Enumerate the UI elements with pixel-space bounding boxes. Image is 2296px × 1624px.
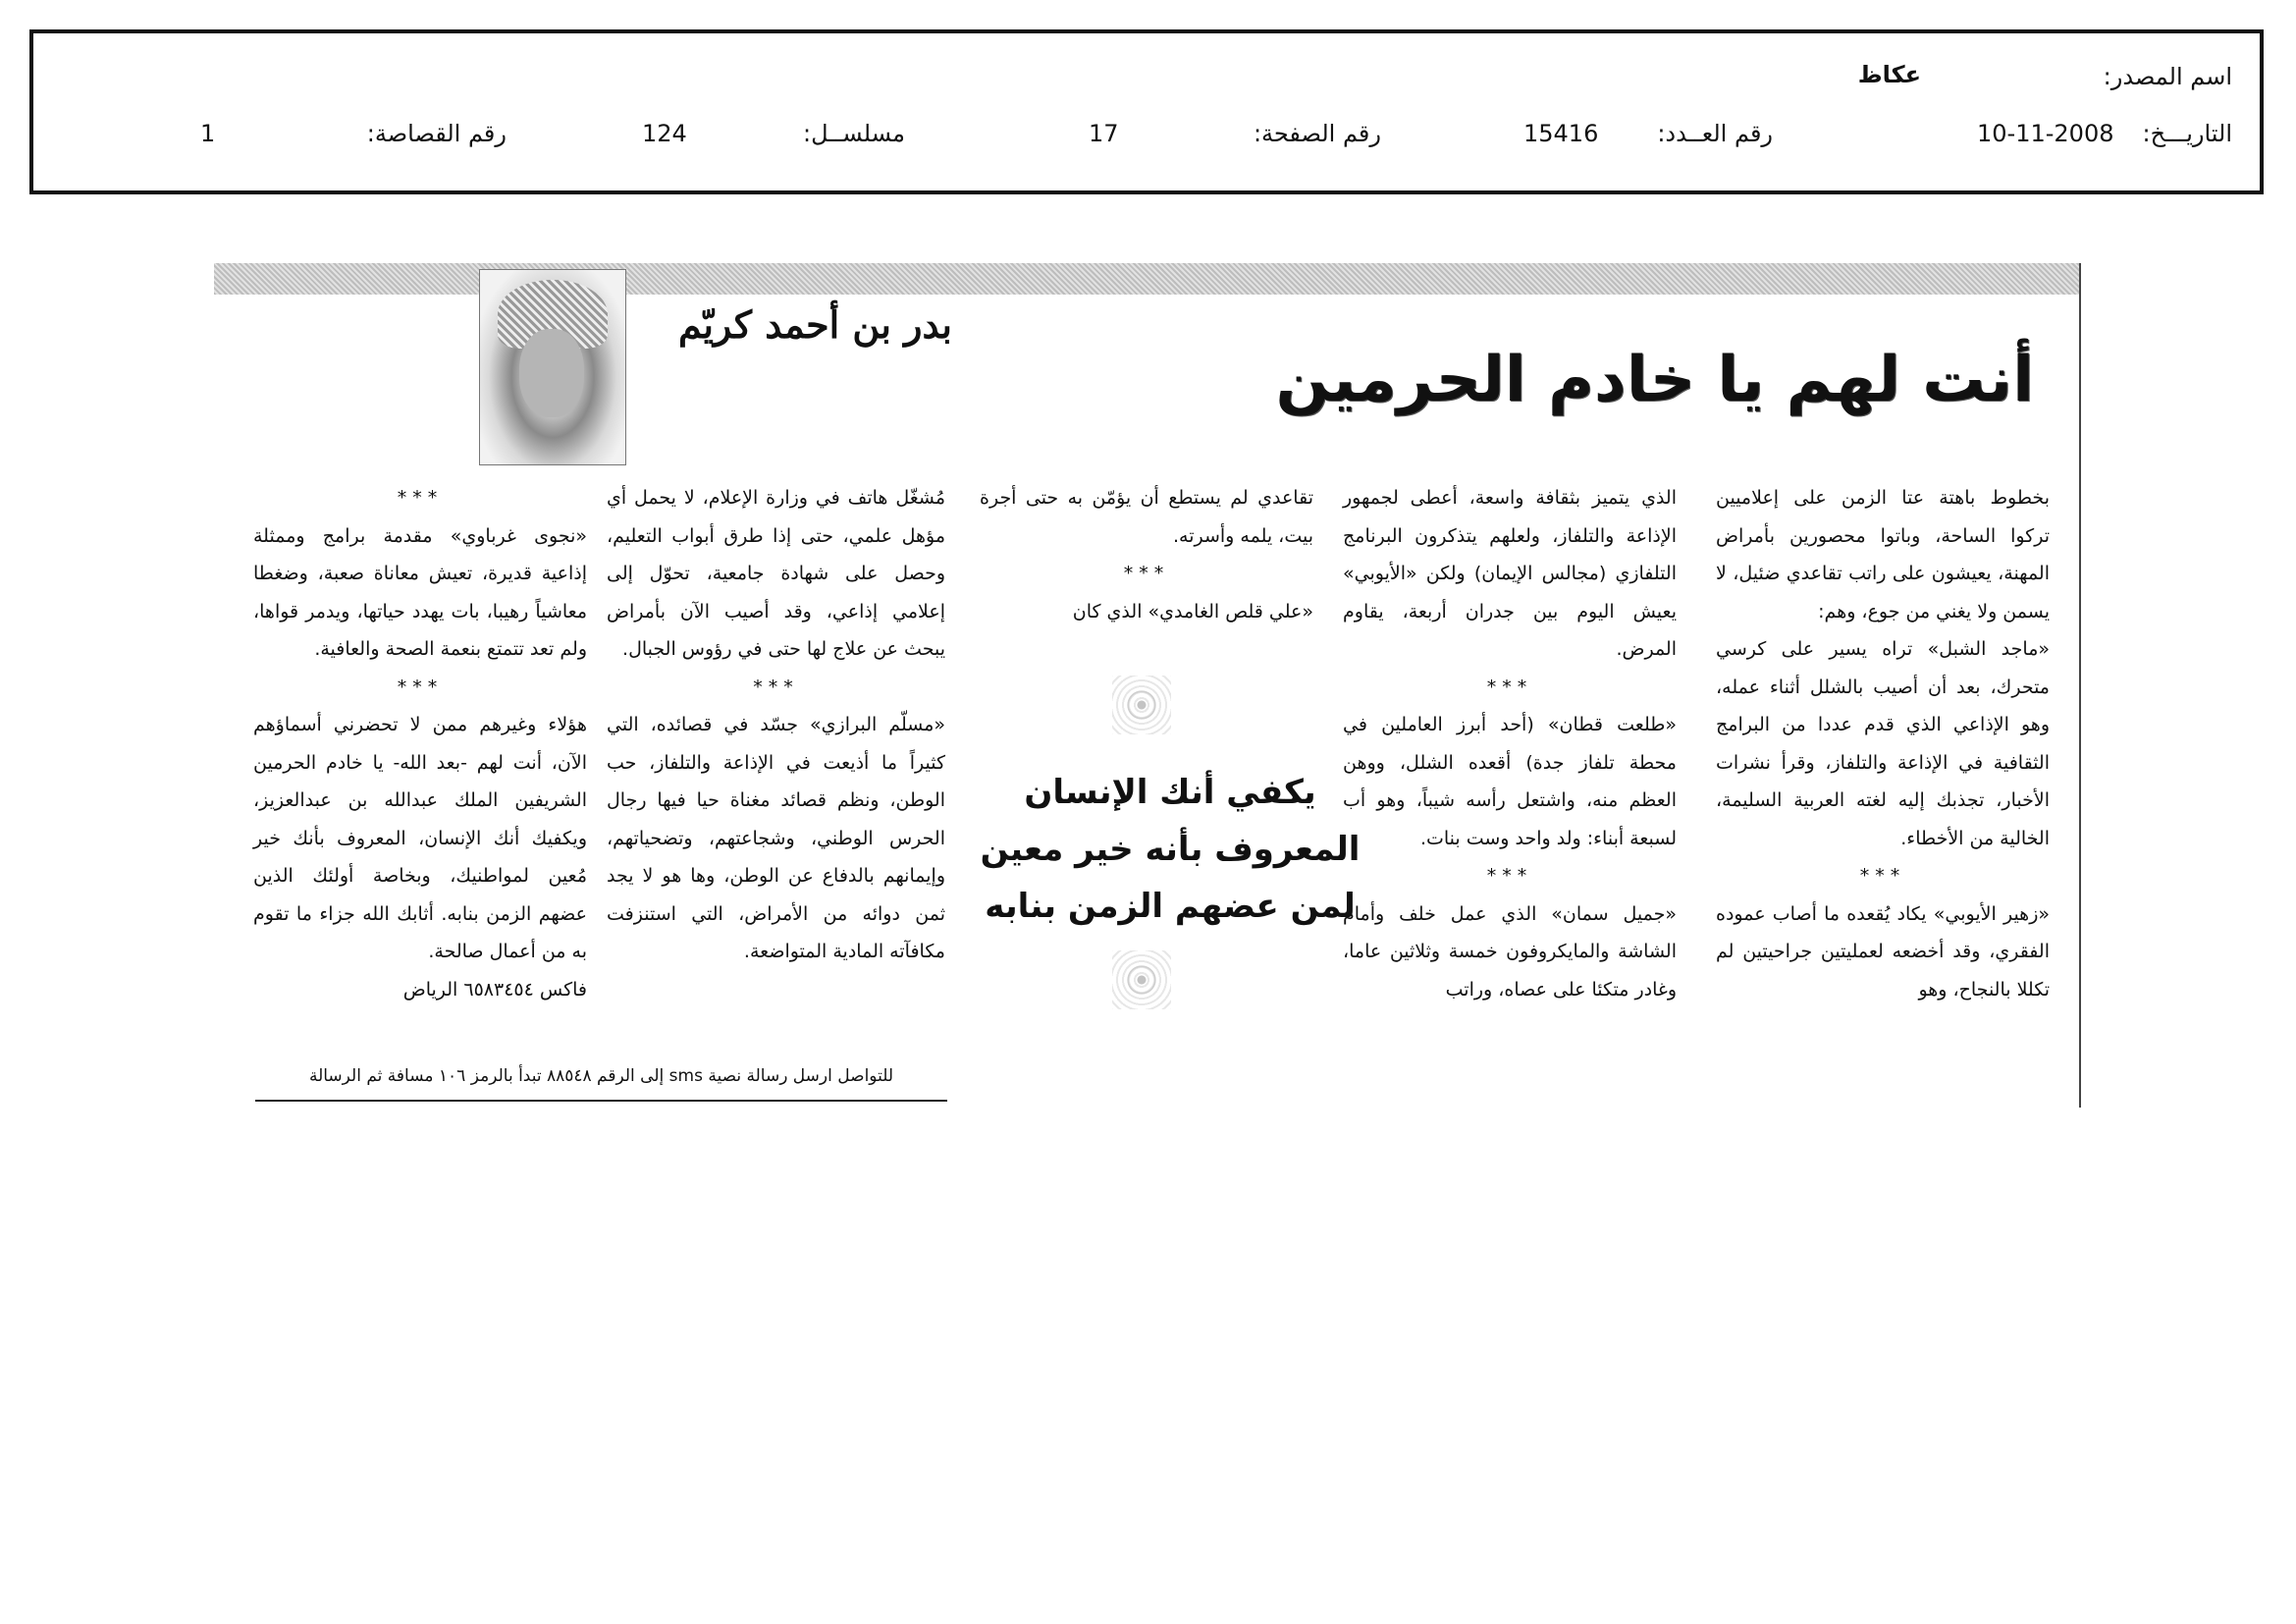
pull-quote: يكفي أنك الإنسان المعروف بأنه خير معين لمن عضهم الزمن بنابه [980,773,1361,926]
section-separator: *** [1123,563,1170,584]
column-5-paragraph: «نجوى غرباوي» مقدمة برامج وممثلة إذاعية قديرة، تعيش معاناة صعبة، وضغطا معاشياً رهيبا، بات يهدد حياتها، ويدمر قواها، ولم تعد تتمتع بنعمة الصحة والعافية. [253,524,587,660]
photo-face [519,329,584,417]
column-1-paragraph: بخطوط باهتة عتا الزمن على إعلاميين تركوا الساحة، وباتوا محصورين بأمراض المهنة، يعيشون على راتب تقاعدي ضئيل، لا يسمن ولا يغني من جوع، وهم: [1716,487,2050,623]
section-separator: *** [397,676,444,698]
serial-label: مسلســل: [803,120,905,147]
column-3-paragraph: تقاعدي لم يستطع أن يؤمّن به حتى أجرة بيت، يلمه وأسرته. [980,487,1313,547]
page-value: 17 [1089,120,1119,147]
source-value: عكاظ [1857,61,1921,88]
column-5-paragraph: هؤلاء وغيرهم ممن لا تحضرني أسماؤهم الآن، أنت لهم -بعد الله- يا خادم الحرمين الشريفين الملك عبدالله بن عبدالعزيز، ويكفيك أنك الإنسان، المعروف بأنك خير مُعين لمواطنيك، وبخاصة أولئك الذين عضهم الزمن بنابه. أثابك الله جزاء ما تقوم به من أعمال صالحة. [253,714,587,962]
column-4-paragraph: «مسلّم البرازي» جسّد في قصائده، التي كثيراً ما أذيعت في الإذاعة والتلفاز، حب الوطن، ونظم قصائد مغناة حيا فيها رجال الحرس الوطني، وشجاعتهم، وتضحياتهم، وإيمانهم بالدفاع عن الوطن، وها هو لا يجد ثمن دوائه من الأمراض، التي استنزفت مكافآته المادية المتواضعة. [607,714,945,962]
author-byline: بدر بن أحمد كريّم [678,302,952,347]
column-4 [607,479,945,971]
document-header-box [29,29,2264,194]
column-1-paragraph: «زهير الأيوبي» يكاد يُقعده ما أصاب عموده الفقري، وقد أخضعه لعمليتين جراحيتين لم تكللا بالنجاح، وهو [1716,902,2050,1001]
column-4-paragraph: مُشغّل هاتف في وزارة الإعلام، لا يحمل أي مؤهل علمي، حتى إذا طرق أبواب التعليم، وحصل على شهادة جامعية، تحوّل إلى إعلامي إذاعي، وقد أصيب الآن بأمراض يبحث عن علاج لها حتى في رؤوس الجبال. [607,487,945,660]
clip-value: 1 [200,120,216,147]
issue-label: رقم العــدد: [1657,120,1773,147]
section-separator: *** [753,676,799,698]
ornament-icon [1112,676,1171,734]
column-3 [980,479,1313,630]
section-separator: *** [1486,865,1533,887]
column-2-paragraph: الذي يتميز بثقافة واسعة، أعطى لجمهور الإذاعة والتلفاز، ولعلهم يتذكرون البرنامج التلفازي (مجالس الإيمان) ولكن «الأيوبي» يعيش اليوم بين جدران أربعة، يقاوم المرض. [1343,487,1677,660]
source-label: اسم المصدر: [2103,63,2232,90]
column-5 [253,479,587,1008]
date-value: 10-11-2008 [1977,120,2114,147]
column-2-paragraph: «جميل سمان» الذي عمل خلف وأمام الشاشة والمايكروفون خمسة وثلاثين عاما، وغادر متكئا على عصاه، وراتب [1343,902,1677,1001]
article-headline: أنت لهم يا خادم الحرمين [1275,344,2034,416]
clip-label: رقم القصاصة: [366,120,507,147]
issue-value: 15416 [1523,120,1599,147]
column-1-paragraph: «ماجد الشبل» تراه يسير على كرسي متحرك، بعد أن أصيب بالشلل أثناء عمله، وهو الإذاعي الذي قدم عددا من البرامج الثقافية في الإذاعة والتلفاز، وقرأ نشرات الأخبار، تجذبك إليه لغته العربية السليمة، الخالية من الأخطاء. [1716,638,2050,849]
sms-footnote: للتواصل ارسل رسالة نصية sms إلى الرقم ٨٨٥٤٨ تبدأ بالرمز ١٠٦ مسافة ثم الرسالة [308,1066,894,1086]
column-1 [1716,479,2050,1008]
column-3-paragraph: «علي قلص الغامدي» الذي كان [1072,600,1313,623]
ornament-icon [1112,950,1171,1009]
section-separator: *** [1859,865,1906,887]
column-2 [1343,479,1677,1008]
fax-line: فاكس ٦٥٨٣٤٥٤ الرياض [402,978,587,1001]
page-label: رقم الصفحة: [1253,120,1381,147]
date-label: التاريـــخ: [2142,120,2232,147]
right-column-rule [2079,263,2081,1108]
newspaper-clipping [214,263,2081,1108]
section-separator: *** [1486,676,1533,698]
footnote-rule [255,1100,947,1102]
column-2-paragraph: «طلعت قطان» (أحد أبرز العاملين في محطة تلفاز جدة) أقعده الشلل، ووهن العظم منه، واشتعل رأسه شيباً، وهو أب لسبعة أبناء: ولد واحد وست بنات. [1343,714,1677,849]
serial-value: 124 [642,120,687,147]
section-separator: *** [397,487,444,509]
author-photo [479,269,626,465]
